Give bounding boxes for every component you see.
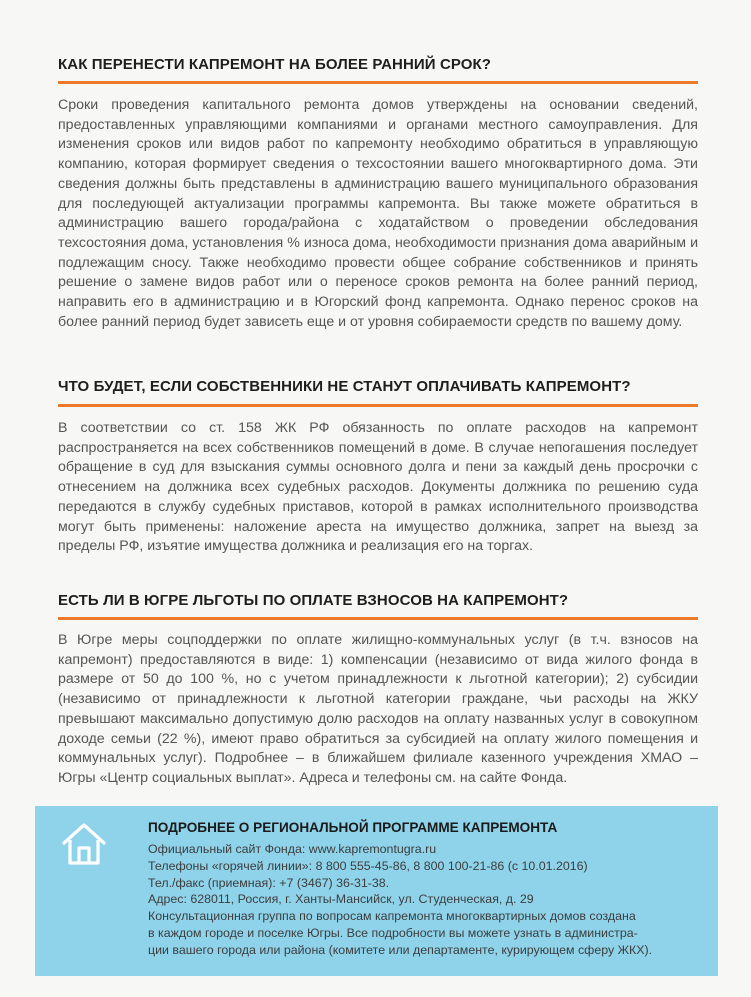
section-title-nonpayment: ЧТО БУДЕТ, ЕСЛИ СОБСТВЕННИКИ НЕ СТАНУТ ОПЛАЧИВАТЬ КАПРЕМОНТ? bbox=[58, 378, 631, 395]
section-title-benefits: ЕСТЬ ЛИ В ЮГРЕ ЛЬГОТЫ ПО ОПЛАТЕ ВЗНОСОВ НА КАПРЕМОНТ? bbox=[58, 592, 569, 609]
section-text-nonpayment: В соответствии со ст. 158 ЖК РФ обязанность по оплате расходов на капремонт распространяется на всех собственников помещений в доме. В случае непогашения последует обращение в суд для взыскания суммы основного долга и пени за каждый день просрочки с отнесением на должника всех судебных расходов. Документы должника по решению суда передаются в службу судебных приставов, которой в рамках исполнительного производства могут быть применены: наложение ареста на имущество должника, запрет на выезд за пределы РФ, изъятие имущества должника и реализация его на торгах. bbox=[58, 420, 698, 555]
info-note-line: в каждом городе и поселке Югры. Все подробности вы можете узнать в администра- bbox=[148, 925, 638, 940]
section-divider bbox=[58, 617, 698, 620]
info-title: ПОДРОБНЕЕ О РЕГИОНАЛЬНОЙ ПРОГРАММЕ КАПРЕМОНТА bbox=[148, 820, 558, 835]
section-divider bbox=[58, 404, 698, 407]
info-website: Официальный сайт Фонда: www.kapremontugra.ru bbox=[148, 842, 437, 856]
section-title-early-repair: КАК ПЕРЕНЕСТИ КАПРЕМОНТ НА БОЛЕЕ РАННИЙ СРОК? bbox=[58, 56, 492, 73]
info-address: Адрес: 628011, Россия, г. Ханты-Мансийск, ул. Студенческая, д. 29 bbox=[148, 892, 534, 907]
section-text-early-repair: Сроки проведения капитального ремонта домов утверждены на основании сведений, предоставленных управляющими компаниями и органами местного самоуправления. Для изменения сроков или видов работ по капремонту необходимо обратиться в управляющую компанию, которая формирует сведения о техсостоянии вашего многоквартирного дома. Эти сведения должны быть представлены в администрацию вашего муниципального образования для последующей актуализации программы капремонта. Вы также можете обратиться в администрацию вашего города/района с ходатайством о проведении обследования техсостояния дома, установления % износа дома, необходимости признания дома аварийным и подлежащим сносу. Также необходимо провести общее собрание собственников и принять решение о замене видов работ или о переносе сроков ремонта на более ранний период, направить его в администрацию и в Югорский фонд капремонта. Однако перенос сроков на более ранний период будет зависеть еще и от уровня собираемости средств по вашему дому. bbox=[58, 97, 698, 330]
info-fax: Тел./факс (приемная): +7 (3467) 36-31-38. bbox=[148, 875, 390, 890]
info-lines bbox=[148, 841, 708, 959]
info-note-line: Консультационная группа по вопросам капремонта многоквартирных домов создана bbox=[148, 909, 636, 924]
house-icon bbox=[61, 821, 107, 867]
info-note-line: ции вашего города или района (комитете или департаменте, курирующем сферу ЖКХ). bbox=[148, 942, 653, 957]
info-box bbox=[35, 806, 718, 976]
info-hotline: Телефоны «горячей линии»: 8 800 555-45-86, 8 800 100-21-86 (с 10.01.2016) bbox=[148, 858, 588, 873]
section-text-benefits: В Югре меры соцподдержки по оплате жилищно-коммунальных услуг (в т.ч. взносов на капремонт) предоставляются в виде: 1) компенсации (независимо от вида жилого фонда в размере от 50 до 100 %, но с учетом принадлежности к льготной категории); 2) субсидии (независимо от принадлежности к льготной категории граждане, чьи расходы на ЖКУ превышают максимально допустимую долю расходов на оплату названных услуг в совокупном доходе семьи (22 %), имеют право обратиться за субсидией на оплату жилого помещения и коммунальных услуг). Подробнее – в ближайшем филиале казенного учреждения ХМАО – Югры «Центр социальных выплат». Адреса и телефоны см. на сайте Фонда. bbox=[58, 632, 698, 786]
section-divider bbox=[58, 81, 698, 84]
